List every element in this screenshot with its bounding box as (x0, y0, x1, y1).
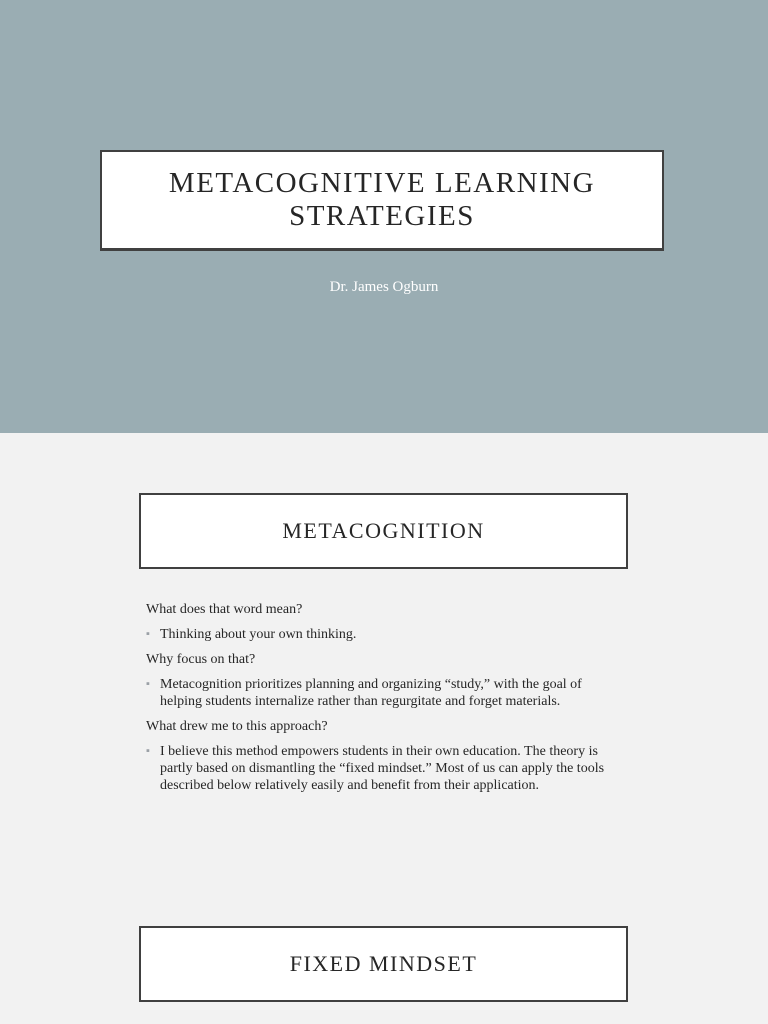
presenter-name: Dr. James Ogburn (329, 279, 439, 295)
next-slide-heading: FIXED MINDSET (289, 951, 478, 976)
bullet-item (146, 676, 626, 710)
question-text: Why focus on that? (146, 652, 256, 667)
question-text: What drew me to this approach? (146, 719, 328, 734)
bullet-item (146, 743, 626, 794)
bullet-item (146, 626, 626, 643)
question-text: What does that word mean? (146, 602, 303, 617)
bullet-icon: ▪ (146, 678, 150, 690)
metacognition-slide (0, 433, 768, 1024)
bullet-icon: ▪ (146, 745, 150, 757)
presentation-title: METACOGNITIVE LEARNING STRATEGIES (168, 167, 596, 232)
heading-box (139, 493, 628, 569)
answer-text: I believe this method empowers students in their own education. The theory is partly based on dismantling the “fixed mindset.” Most of us can apply the tools described below relatively easily and benefit from their application. (160, 744, 605, 793)
title-slide (0, 0, 768, 433)
bullet-icon: ▪ (146, 628, 150, 640)
answer-text: Thinking about your own thinking. (160, 627, 357, 642)
slide-heading: METACOGNITION (282, 518, 485, 543)
answer-text: Metacognition prioritizes planning and organizing “study,” with the goal of helping students internalize rather than regurgitate and forget materials. (160, 677, 582, 709)
heading-box (139, 926, 628, 1002)
slide-content (146, 601, 626, 802)
title-box (100, 150, 664, 251)
